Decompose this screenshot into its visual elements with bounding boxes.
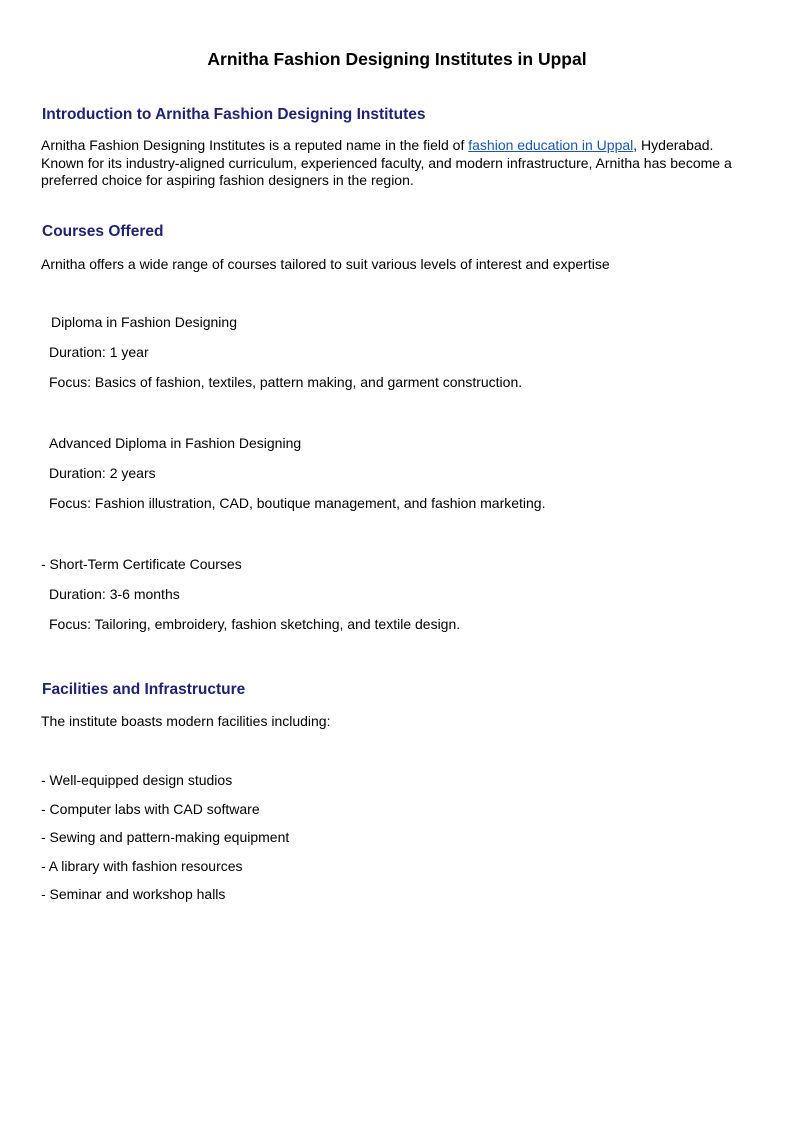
course-name: Diploma in Fashion Designing: [51, 314, 237, 330]
facility-item: - Sewing and pattern-making equipment: [41, 829, 290, 845]
facility-item: - Seminar and workshop halls: [41, 886, 226, 902]
facility-item: - Well-equipped design studios: [41, 772, 233, 788]
courses-intro: Arnitha offers a wide range of courses tailored to suit various levels of interest and expertise: [41, 256, 610, 272]
facilities-intro: The institute boasts modern facilities including:: [41, 713, 331, 729]
facility-item: - A library with fashion resources: [41, 858, 243, 874]
facilities-heading: Facilities and Infrastructure: [42, 681, 246, 698]
course-focus: Focus: Fashion illustration, CAD, boutique management, and fashion marketing.: [49, 495, 546, 511]
fashion-education-link[interactable]: fashion education in Uppal: [468, 137, 634, 153]
course-focus: Focus: Tailoring, embroidery, fashion sketching, and textile design.: [49, 616, 461, 632]
course-focus: Focus: Basics of fashion, textiles, pattern making, and garment construction.: [49, 374, 523, 390]
course-name: Advanced Diploma in Fashion Designing: [49, 435, 302, 451]
intro-paragraph: [41, 137, 757, 190]
intro-text-after-link: , Hyderabad. Known for its industry-aligned curriculum, experienced faculty, and modern infrastructure, Arnitha has become a preferred choice for aspiring fashion designers in the region.: [41, 137, 732, 188]
courses-heading: Courses Offered: [42, 223, 164, 240]
intro-text-before-link: Arnitha Fashion Designing Institutes is a reputed name in the field of: [41, 137, 469, 153]
course-duration: Duration: 3-6 months: [49, 586, 180, 602]
course-duration: Duration: 2 years: [49, 465, 156, 481]
intro-heading: Introduction to Arnitha Fashion Designing Institutes: [42, 106, 426, 123]
course-name: - Short-Term Certificate Courses: [41, 556, 242, 572]
page-title: Arnitha Fashion Designing Institutes in Uppal: [207, 49, 587, 69]
course-duration: Duration: 1 year: [49, 344, 149, 360]
facility-item: - Computer labs with CAD software: [41, 801, 260, 817]
